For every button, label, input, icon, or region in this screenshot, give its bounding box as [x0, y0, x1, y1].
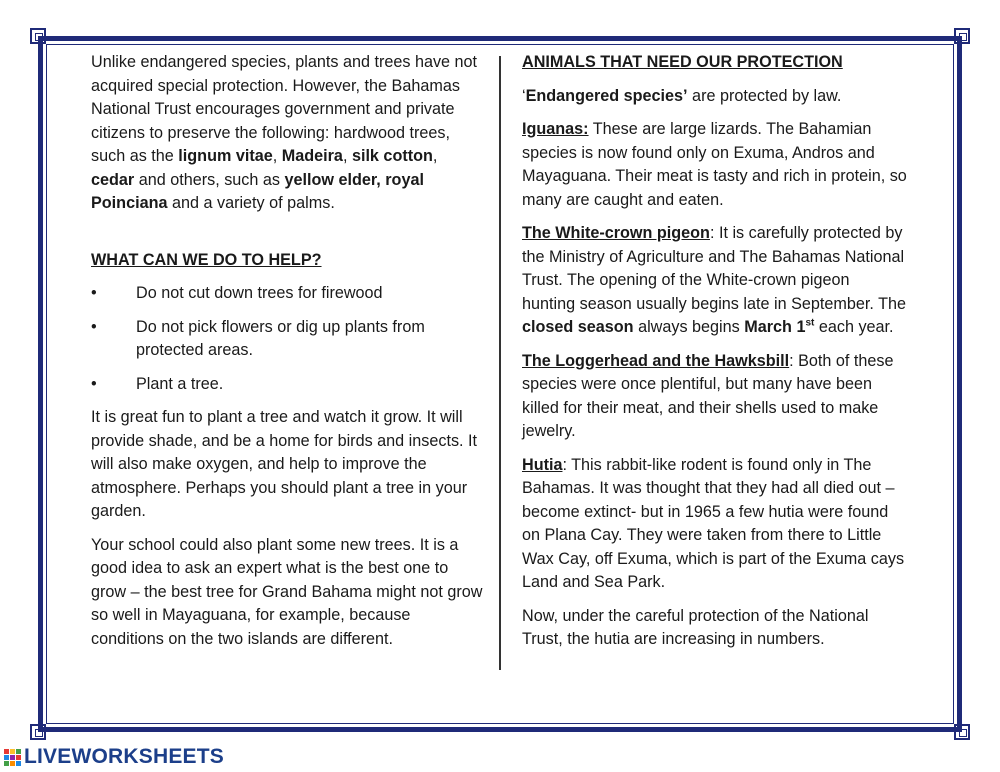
text-run: These are large lizards. The Bahamian species is now found only on Exuma, Andros and Mayaguana. Their meat is tasty and rich in protein, so many are caught and eaten.	[522, 120, 907, 209]
bullet-item: • Plant a tree.	[91, 373, 483, 397]
text-run: : It is carefully protected by the Ministry of Agriculture and The Bahamas National Trust. The opening of the White-crown pigeon hunting season usually begins late in September. The	[522, 224, 906, 313]
corner-ornament	[30, 724, 46, 740]
term-march-1: March 1	[744, 318, 806, 336]
term-closed-season: closed season	[522, 318, 634, 336]
text-run: : This rabbit-like rodent is found only in The Bahamas. It was thought that they had all died out – become extinct- but in 1965 a few hutia were found on Plana Cay. They were taken from there to Little Wax Cay, off Exuma, which is part of the Exuma cays Land and Sea Park.	[522, 455, 905, 591]
term-loggerhead-hawksbill: The Loggerhead and the Hawksbill	[522, 351, 790, 370]
term-hutia: Hutia	[522, 455, 563, 474]
bullet-item: • Do not cut down trees for firewood	[91, 282, 483, 306]
term-yellow-elder-poinciana: yellow elder, royal Poinciana	[91, 170, 424, 212]
liveworksheets-logo-icon	[4, 749, 21, 766]
left-column	[91, 51, 483, 661]
corner-ornament	[30, 28, 46, 44]
term-cedar: cedar	[91, 170, 135, 189]
term-white-crown-pigeon: The White-crown pigeon	[522, 224, 710, 242]
liveworksheets-footer	[4, 746, 224, 768]
corner-ornament	[954, 28, 970, 44]
term-silk-cotton: silk cotton	[351, 147, 433, 165]
school-trees-paragraph: Your school could also plant some new trees. It is a good idea to ask an expert what is the best one to grow – the best tree for Grand Bahama might not grow so well in Mayaguana, for example, because conditions on the two islands are different.	[91, 535, 483, 648]
right-column	[522, 51, 907, 662]
endangered-paragraph	[522, 85, 907, 109]
help-heading: WHAT CAN WE DO TO HELP?	[91, 250, 322, 269]
iguanas-paragraph	[522, 118, 907, 212]
hutia-paragraph	[522, 454, 907, 595]
term-iguanas: Iguanas:	[522, 120, 589, 138]
term-lignum-vitae: lignum vitae	[178, 147, 273, 165]
brand-wordmark: LIVEWORKSHEETS	[24, 745, 224, 768]
text-run: are protected by law.	[687, 86, 842, 105]
pigeon-paragraph	[522, 222, 907, 340]
term-endangered-species: Endangered species’	[525, 86, 688, 105]
text-run: ,	[272, 147, 282, 165]
text-run: always begins	[633, 318, 745, 336]
bullet-item: • Do not pick flowers or dig up plants from protected areas.	[91, 316, 483, 363]
plants-intro-paragraph	[91, 51, 483, 216]
help-bullet-list	[91, 282, 483, 396]
animals-heading: ANIMALS THAT NEED OUR PROTECTION	[522, 53, 843, 71]
text-run: : Both of these species were once plentiful, but many have been killed for their meat, and their shells used to make jewelry.	[522, 351, 894, 440]
ordinal-suffix: st	[805, 317, 815, 329]
text-run: ,	[432, 147, 438, 165]
corner-ornament	[954, 724, 970, 740]
term-madeira: Madeira	[281, 147, 343, 165]
text-run: each year.	[814, 318, 894, 336]
plant-tree-paragraph: It is great fun to plant a tree and watch it grow. It will provide shade, and be a home for birds and insects. It will also make oxygen, and help to improve the atmosphere. Perhaps you should plant a tree in your garden.	[91, 408, 478, 520]
text-run: ,	[342, 147, 352, 165]
text-run: Unlike endangered species, plants and trees have not acquired special protection. However, the Bahamas National Trust encourages government and private citizens to preserve the following: hardwood trees, such as the	[91, 53, 478, 165]
turtles-paragraph	[522, 350, 907, 444]
closing-paragraph: Now, under the careful protection of the National Trust, the hutia are increasing in numbers.	[522, 606, 869, 648]
text-run: and a variety of palms.	[167, 194, 335, 212]
column-divider	[499, 56, 501, 670]
text-run: ‘	[522, 86, 526, 105]
text-run: and others, such as	[134, 170, 285, 189]
